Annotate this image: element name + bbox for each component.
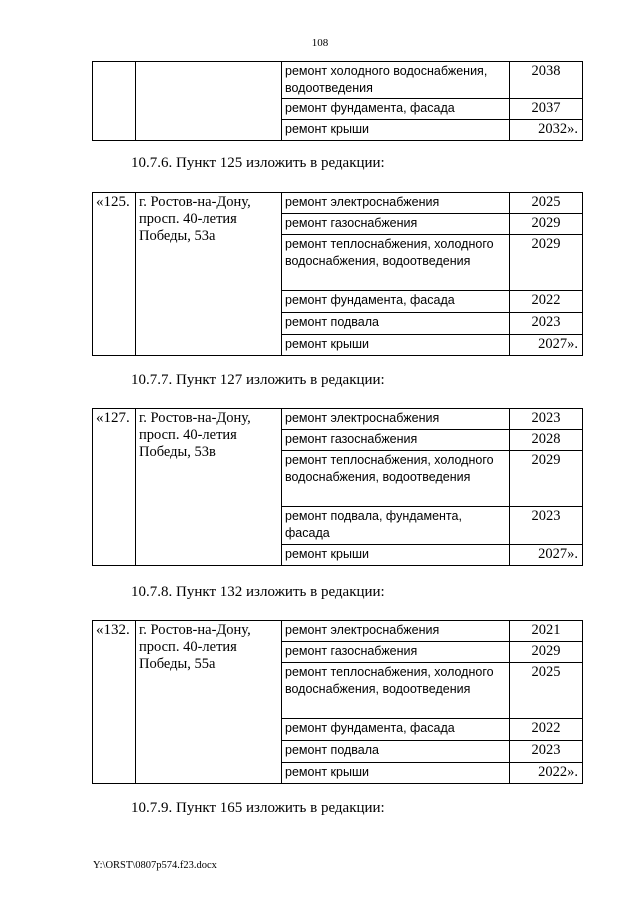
work-cell: ремонт газоснабжения (282, 214, 510, 235)
year-cell: 2027». (510, 335, 583, 356)
work-cell: ремонт теплоснабжения, холодного водоснабжения, водоотведения (282, 663, 510, 719)
work-cell: ремонт крыши (282, 335, 510, 356)
item-number-cell: «127. (93, 409, 136, 566)
work-cell: ремонт электроснабжения (282, 621, 510, 642)
table-row (93, 193, 583, 214)
work-cell: ремонт электроснабжения (282, 409, 510, 430)
address-cell: г. Ростов-на-Дону, просп. 40-летия Победы, 53а (136, 193, 282, 356)
section-heading: 10.7.6. Пункт 125 изложить в редакции: (131, 155, 385, 171)
year-cell: 2023 (510, 741, 583, 763)
year-cell: 2022». (510, 763, 583, 784)
work-cell: ремонт подвала (282, 313, 510, 335)
year-cell: 2023 (510, 507, 583, 545)
year-cell: 2038 (510, 62, 583, 99)
work-cell: ремонт электроснабжения (282, 193, 510, 214)
year-cell: 2023 (510, 313, 583, 335)
year-cell: 2023 (510, 409, 583, 430)
work-cell: ремонт газоснабжения (282, 642, 510, 663)
item-number-cell (93, 62, 136, 141)
section-heading: 10.7.8. Пункт 132 изложить в редакции: (131, 584, 385, 600)
page-number: 108 (311, 37, 329, 49)
address-cell: г. Ростов-на-Дону, просп. 40-летия Победы, 53в (136, 409, 282, 566)
work-cell: ремонт подвала (282, 741, 510, 763)
table-row (93, 409, 583, 430)
section-heading: 10.7.9. Пункт 165 изложить в редакции: (131, 800, 385, 816)
year-cell: 2028 (510, 430, 583, 451)
section-table (92, 620, 583, 784)
year-cell: 2025 (510, 193, 583, 214)
work-cell: ремонт теплоснабжения, холодного водоснабжения, водоотведения (282, 451, 510, 507)
file-path-footer: Y:\ORST\0807p574.f23.docx (93, 860, 217, 871)
work-cell: ремонт крыши (282, 545, 510, 566)
work-cell: ремонт теплоснабжения, холодного водоснабжения, водоотведения (282, 235, 510, 291)
section-table (92, 408, 583, 566)
year-cell: 2037 (510, 99, 583, 120)
work-cell: ремонт фундамента, фасада (282, 291, 510, 313)
work-cell: ремонт фундамента, фасада (282, 719, 510, 741)
year-cell: 2027». (510, 545, 583, 566)
section-heading: 10.7.7. Пункт 127 изложить в редакции: (131, 372, 385, 388)
work-cell: ремонт газоснабжения (282, 430, 510, 451)
work-cell: ремонт крыши (282, 120, 510, 141)
table-row (93, 621, 583, 642)
year-cell: 2032». (510, 120, 583, 141)
work-cell: ремонт подвала, фундамента, фасада (282, 507, 510, 545)
year-cell: 2022 (510, 719, 583, 741)
year-cell: 2025 (510, 663, 583, 719)
address-cell: г. Ростов-на-Дону, просп. 40-летия Победы, 55а (136, 621, 282, 784)
work-cell: ремонт фундамента, фасада (282, 99, 510, 120)
year-cell: 2029 (510, 214, 583, 235)
address-cell (136, 62, 282, 141)
year-cell: 2021 (510, 621, 583, 642)
year-cell: 2022 (510, 291, 583, 313)
section-table (92, 192, 583, 356)
work-cell: ремонт крыши (282, 763, 510, 784)
table-row (93, 62, 583, 99)
continuation-table (92, 61, 583, 141)
item-number-cell: «125. (93, 193, 136, 356)
year-cell: 2029 (510, 235, 583, 291)
item-number-cell: «132. (93, 621, 136, 784)
work-cell: ремонт холодного водоснабжения, водоотведения (282, 62, 510, 99)
year-cell: 2029 (510, 451, 583, 507)
year-cell: 2029 (510, 642, 583, 663)
